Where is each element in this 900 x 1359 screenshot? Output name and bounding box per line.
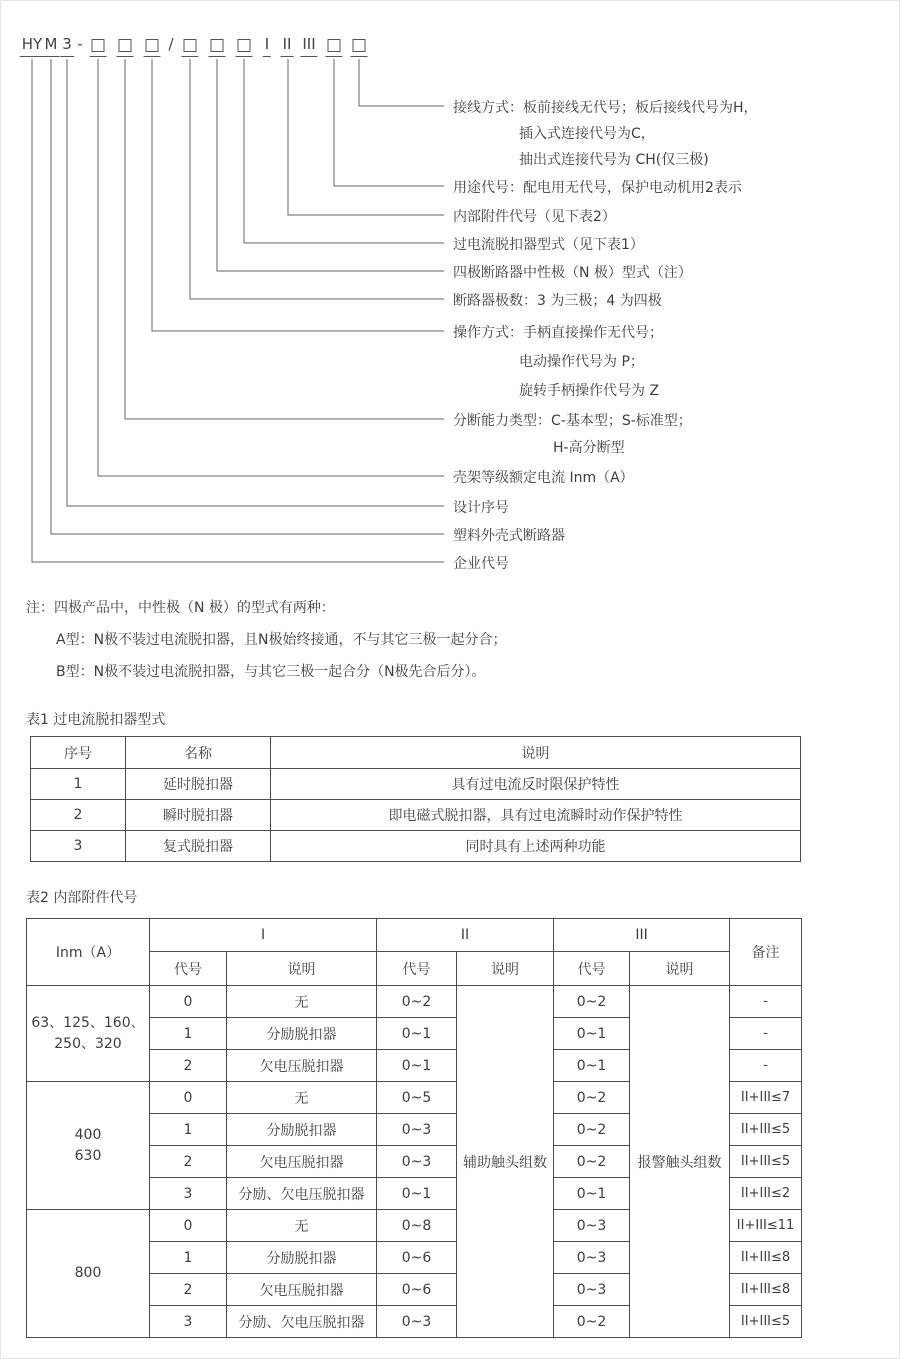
cell-desc-i: 无 [227, 986, 377, 1018]
col-header-group-ii: II [377, 919, 554, 952]
cell-code-ii: 0~3 [377, 1306, 457, 1338]
cell-code-ii: 0~1 [377, 1178, 457, 1210]
label-frame-rated-current: 壳架等级额定电流 Inm（A） [453, 470, 634, 486]
cell-desc-i: 分励脱扣器 [227, 1242, 377, 1274]
cell-remark: II+III≤11 [730, 1210, 802, 1242]
inm-line: 400 [74, 1126, 102, 1143]
cell-name: 瞬时脱扣器 [126, 800, 271, 831]
cell-code-i: 0 [150, 1210, 227, 1242]
cell-aux-contacts: 辅助触头组数 [457, 986, 554, 1338]
cell-desc-i: 无 [227, 1082, 377, 1114]
cell-code-iii: 0~3 [554, 1210, 630, 1242]
cell-remark: II+III≤8 [730, 1242, 802, 1274]
code-box-release-type [238, 39, 251, 52]
connector-frame-current [98, 59, 444, 476]
label-wiring-method: 接线方式：板前接线无代号；板后接线代号为H， [453, 100, 758, 116]
cell-remark: - [730, 1050, 802, 1082]
label-internal-accessory-code: 内部附件代号（见下表2） [453, 209, 616, 225]
cell-inm-group [27, 1082, 150, 1210]
code-box-application [328, 39, 341, 52]
label-breaking-capacity-line2: H-高分断型 [553, 440, 625, 456]
code-part-slash: / [168, 35, 174, 53]
code-part-accessory-i: I [263, 35, 271, 57]
connector-neutral-type [217, 59, 444, 271]
cell-desc-i: 欠电压脱扣器 [227, 1050, 377, 1082]
cell-code-ii: 0~8 [377, 1210, 457, 1242]
label-breaking-capacity-type: 分断能力类型：C-基本型；S-标准型； [453, 413, 692, 429]
connector-mccb [51, 59, 444, 534]
cell-desc-i: 分励、欠电压脱扣器 [227, 1306, 377, 1338]
cell-remark: II+III≤5 [730, 1306, 802, 1338]
table-row [31, 831, 801, 862]
cell-desc: 即电磁式脱扣器，具有过电流瞬时动作保护特性 [271, 800, 801, 831]
table-row [31, 769, 801, 800]
col-header-code-iii: 代号 [554, 952, 630, 986]
code-box-neutral-type [211, 39, 224, 52]
cell-name: 延时脱扣器 [126, 769, 271, 800]
cell-code-ii: 0~1 [377, 1018, 457, 1050]
cell-code-i: 3 [150, 1178, 227, 1210]
col-header-group-iii: III [554, 919, 730, 952]
cell-code-iii: 0~2 [554, 1306, 630, 1338]
col-header-seq: 序号 [31, 737, 126, 769]
cell-seq: 3 [31, 831, 126, 862]
label-pole-count: 断路器极数：3 为三极；4 为四极 [453, 293, 662, 309]
table2-internal-accessory-codes [26, 918, 802, 1338]
cell-desc-i: 欠电压脱扣器 [227, 1146, 377, 1178]
table2-title: 表2 内部附件代号 [26, 890, 138, 906]
col-header-inm: Inm（A） [27, 919, 150, 986]
cell-desc-i: 分励脱扣器 [227, 1114, 377, 1146]
label-enterprise-code: 企业代号 [453, 556, 509, 572]
cell-code-ii: 0~3 [377, 1114, 457, 1146]
code-box-operation-mode [146, 39, 159, 52]
cell-code-iii: 0~2 [554, 1114, 630, 1146]
code-part-dash: - [77, 35, 83, 53]
cell-remark: II+III≤5 [730, 1146, 802, 1178]
table-row [27, 986, 802, 1018]
cell-desc-i: 欠电压脱扣器 [227, 1274, 377, 1306]
cell-desc-i: 分励、欠电压脱扣器 [227, 1178, 377, 1210]
cell-remark: II+III≤7 [730, 1082, 802, 1114]
inm-line: 800 [74, 1265, 102, 1281]
cell-code-iii: 0~3 [554, 1242, 630, 1274]
label-neutral-pole-type: 四极断路器中性极（N 极）型式（注） [453, 265, 692, 281]
code-part-series: 3 [60, 35, 74, 57]
inm-line: 63、125、160、 [31, 1014, 145, 1031]
cell-code-ii: 0~6 [377, 1242, 457, 1274]
col-header-desc: 说明 [271, 737, 801, 769]
table-header-row [27, 919, 802, 952]
cell-code-ii: 0~2 [377, 986, 457, 1018]
cell-code-iii: 0~2 [554, 986, 630, 1018]
cell-remark: - [730, 1018, 802, 1050]
cell-seq: 1 [31, 769, 126, 800]
label-application-code: 用途代号：配电用无代号，保护电动机用2表示 [453, 180, 742, 196]
label-operation-mode-line3: 旋转手柄操作代号为 Z [519, 383, 660, 399]
cell-code-iii: 0~1 [554, 1050, 630, 1082]
table-row [31, 800, 801, 831]
note-type-a: A型：N极不装过电流脱扣器，且N极始终接通，不与其它三极一起分合； [56, 632, 507, 648]
code-box-poles [184, 39, 197, 52]
label-overcurrent-release-type: 过电流脱扣器型式（见下表1） [453, 237, 644, 253]
cell-code-i: 0 [150, 986, 227, 1018]
cell-code-iii: 0~1 [554, 1178, 630, 1210]
code-part-accessory-iii: III [300, 35, 317, 57]
code-box-breaking-capacity [119, 39, 132, 52]
label-mccb: 塑料外壳式断路器 [453, 528, 565, 544]
col-header-remark: 备注 [730, 919, 802, 986]
table-header-row [31, 737, 801, 769]
cell-code-iii: 0~2 [554, 1082, 630, 1114]
inm-line: 630 [74, 1147, 102, 1164]
cell-code-i: 1 [150, 1242, 227, 1274]
col-header-group-i: I [150, 919, 377, 952]
table1-title: 表1 过电流脱扣器型式 [26, 712, 166, 728]
cell-desc: 同时具有上述两种功能 [271, 831, 801, 862]
cell-code-i: 1 [150, 1018, 227, 1050]
note-block [26, 592, 899, 688]
col-header-desc-i: 说明 [227, 952, 377, 986]
cell-code-i: 0 [150, 1082, 227, 1114]
cell-desc-i: 无 [227, 1210, 377, 1242]
cell-seq: 2 [31, 800, 126, 831]
cell-inm-group [27, 986, 150, 1082]
cell-remark: - [730, 986, 802, 1018]
col-header-name: 名称 [126, 737, 271, 769]
col-header-code-i: 代号 [150, 952, 227, 986]
cell-remark: II+III≤8 [730, 1274, 802, 1306]
cell-code-i: 1 [150, 1114, 227, 1146]
cell-code-iii: 0~2 [554, 1146, 630, 1178]
connector-breaking-capacity [125, 59, 444, 419]
code-box-frame-current [92, 39, 105, 52]
cell-code-i: 2 [150, 1050, 227, 1082]
cell-remark: II+III≤5 [730, 1114, 802, 1146]
label-operation-mode-line2: 电动操作代号为 P； [519, 354, 644, 370]
code-part-enterprise: HY [20, 35, 44, 57]
cell-code-ii: 0~5 [377, 1082, 457, 1114]
inm-line: 250、320 [54, 1035, 122, 1052]
label-operation-mode: 操作方式：手柄直接操作无代号； [453, 325, 663, 341]
cell-code-ii: 0~3 [377, 1146, 457, 1178]
connector-lines [1, 1, 900, 586]
label-wiring-method-line3: 抽出式连接代号为 CH(仅三极) [519, 152, 709, 168]
cell-remark: II+III≤2 [730, 1178, 802, 1210]
code-box-wiring [353, 39, 366, 52]
connector-wiring-method [359, 59, 444, 106]
cell-alarm-contacts: 报警触头组数 [630, 986, 730, 1338]
cell-name: 复式脱扣器 [126, 831, 271, 862]
connector-enterprise-code [32, 59, 444, 562]
code-part-accessory-ii: II [281, 35, 294, 57]
cell-code-i: 2 [150, 1274, 227, 1306]
cell-code-i: 3 [150, 1306, 227, 1338]
cell-desc: 具有过电流反时限保护特性 [271, 769, 801, 800]
code-part-type: M [43, 35, 60, 57]
note-type-b: B型：N极不装过电流脱扣器，与其它三极一起合分（N极先合后分）。 [56, 664, 486, 680]
model-designation-diagram [1, 1, 899, 586]
cell-inm-group [27, 1210, 150, 1338]
note-title: 注：四极产品中，中性极（N 极）的型式有两种： [26, 600, 335, 616]
cell-code-i: 2 [150, 1146, 227, 1178]
cell-code-iii: 0~3 [554, 1274, 630, 1306]
connector-design-serial [67, 59, 444, 506]
col-header-desc-iii: 说明 [630, 952, 730, 986]
table1-overcurrent-release-types [30, 736, 801, 862]
connector-operation-mode [152, 59, 444, 331]
col-header-desc-ii: 说明 [457, 952, 554, 986]
connector-application-code [334, 59, 444, 186]
cell-code-ii: 0~6 [377, 1274, 457, 1306]
cell-code-ii: 0~1 [377, 1050, 457, 1082]
cell-desc-i: 分励脱扣器 [227, 1018, 377, 1050]
col-header-code-ii: 代号 [377, 952, 457, 986]
cell-code-iii: 0~1 [554, 1018, 630, 1050]
connector-pole-count [190, 59, 444, 299]
connector-internal-accessory [288, 59, 444, 215]
label-wiring-method-line2: 插入式连接代号为C， [519, 126, 655, 142]
label-design-serial: 设计序号 [453, 500, 509, 516]
